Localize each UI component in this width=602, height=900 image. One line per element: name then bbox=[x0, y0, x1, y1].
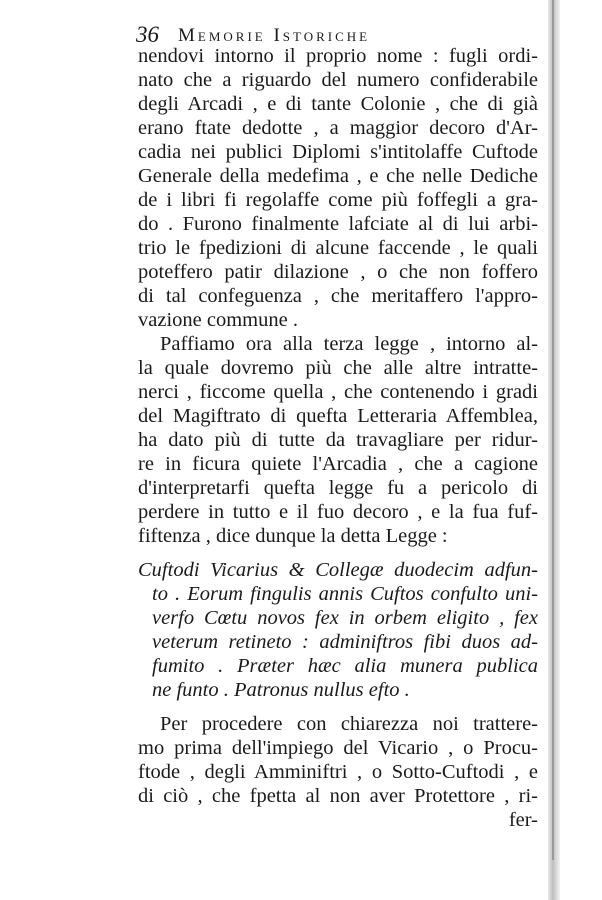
text-line: do . Furono finalmente lafciate al di lui arbi- bbox=[138, 213, 538, 235]
text-line: fiftenza , dice dunque la detta Legge : bbox=[138, 525, 448, 547]
text-line: trio le fpedizioni di alcune faccende , le quali bbox=[138, 237, 538, 259]
text-line: d'interpretarfi quefta legge fu a pericolo di bbox=[138, 477, 538, 499]
catchword: fer- bbox=[508, 809, 538, 831]
text-line: nato che a riguardo del numero confiderabile bbox=[138, 69, 538, 91]
text-line: re in ficura quiete l'Arcadia , che a cagione bbox=[138, 453, 538, 475]
text-line: Cuftodi Vicarius & Collegæ duodecim adfun- bbox=[138, 559, 538, 581]
text-line: di ciò , che fpetta al non aver Protettore , ri- bbox=[138, 785, 538, 807]
text-line: Per procedere con chiarezza noi trattere- bbox=[160, 713, 538, 735]
paragraph-1 bbox=[138, 44, 538, 332]
paragraph-3 bbox=[138, 712, 538, 832]
text-line: poteffero patir dilazione , o che non foffero bbox=[138, 261, 538, 283]
text-line: vazione commune . bbox=[138, 309, 298, 331]
text-line: ftode , degli Amminiftri , o Sotto-Cuftodi , e bbox=[138, 761, 538, 783]
text-line: Generale della medefima , e che nelle Dediche bbox=[138, 165, 538, 187]
running-title: Memorie Istoriche bbox=[178, 25, 371, 46]
text-line: la quale dovremo più che alle altre intratte- bbox=[138, 357, 538, 379]
text-line: Paffiamo ora alla terza legge , intorno al- bbox=[160, 333, 538, 355]
text-line: de i libri fi regolaffe come più foffegli a gra- bbox=[138, 189, 538, 211]
text-line: del Magiftrato di quefta Letteraria Affemblea, bbox=[138, 405, 538, 427]
text-line: cadia nei publici Diplomi s'intitolaffe Cuftode bbox=[138, 141, 538, 163]
page-edge-shadow bbox=[548, 0, 560, 900]
text-line: degli Arcadi , e di tante Colonie , che di già bbox=[138, 93, 538, 115]
text-line: mo prima dell'impiego del Vicario , o Procu- bbox=[138, 737, 538, 759]
text-line: nerci , ficcome quella , che contenendo i gradi bbox=[138, 381, 538, 403]
body-text bbox=[138, 44, 538, 832]
paragraph-2 bbox=[138, 332, 538, 548]
text-line: ha dato più di tutte da travagliare per ridur- bbox=[138, 429, 538, 451]
text-line: fumito . Præter hæc alia munera publica bbox=[152, 655, 538, 677]
text-line: erano ftate dedotte , a maggior decoro d'Ar- bbox=[138, 117, 538, 139]
latin-law-quote bbox=[138, 558, 538, 702]
page-number: 36 bbox=[136, 22, 159, 47]
text-line: to . Eorum fingulis annis Cuftos confulto uni- bbox=[152, 583, 538, 605]
text-line: verfo Cœtu novos fex in orbem eligito , fex bbox=[152, 607, 538, 629]
text-line: veterum retineto : adminiftros fibi duos ad- bbox=[152, 631, 538, 653]
text-line: di tal confeguenza , che meritaffero l'appro- bbox=[138, 285, 538, 307]
text-line: perdere in tutto e il fuo decoro , e la fua fuf- bbox=[138, 501, 538, 523]
page-edge-line bbox=[552, 0, 554, 860]
text-line: nendovi intorno il proprio nome : fugli ordi- bbox=[138, 45, 538, 67]
text-line: ne funto . Patronus nullus efto . bbox=[152, 679, 410, 701]
